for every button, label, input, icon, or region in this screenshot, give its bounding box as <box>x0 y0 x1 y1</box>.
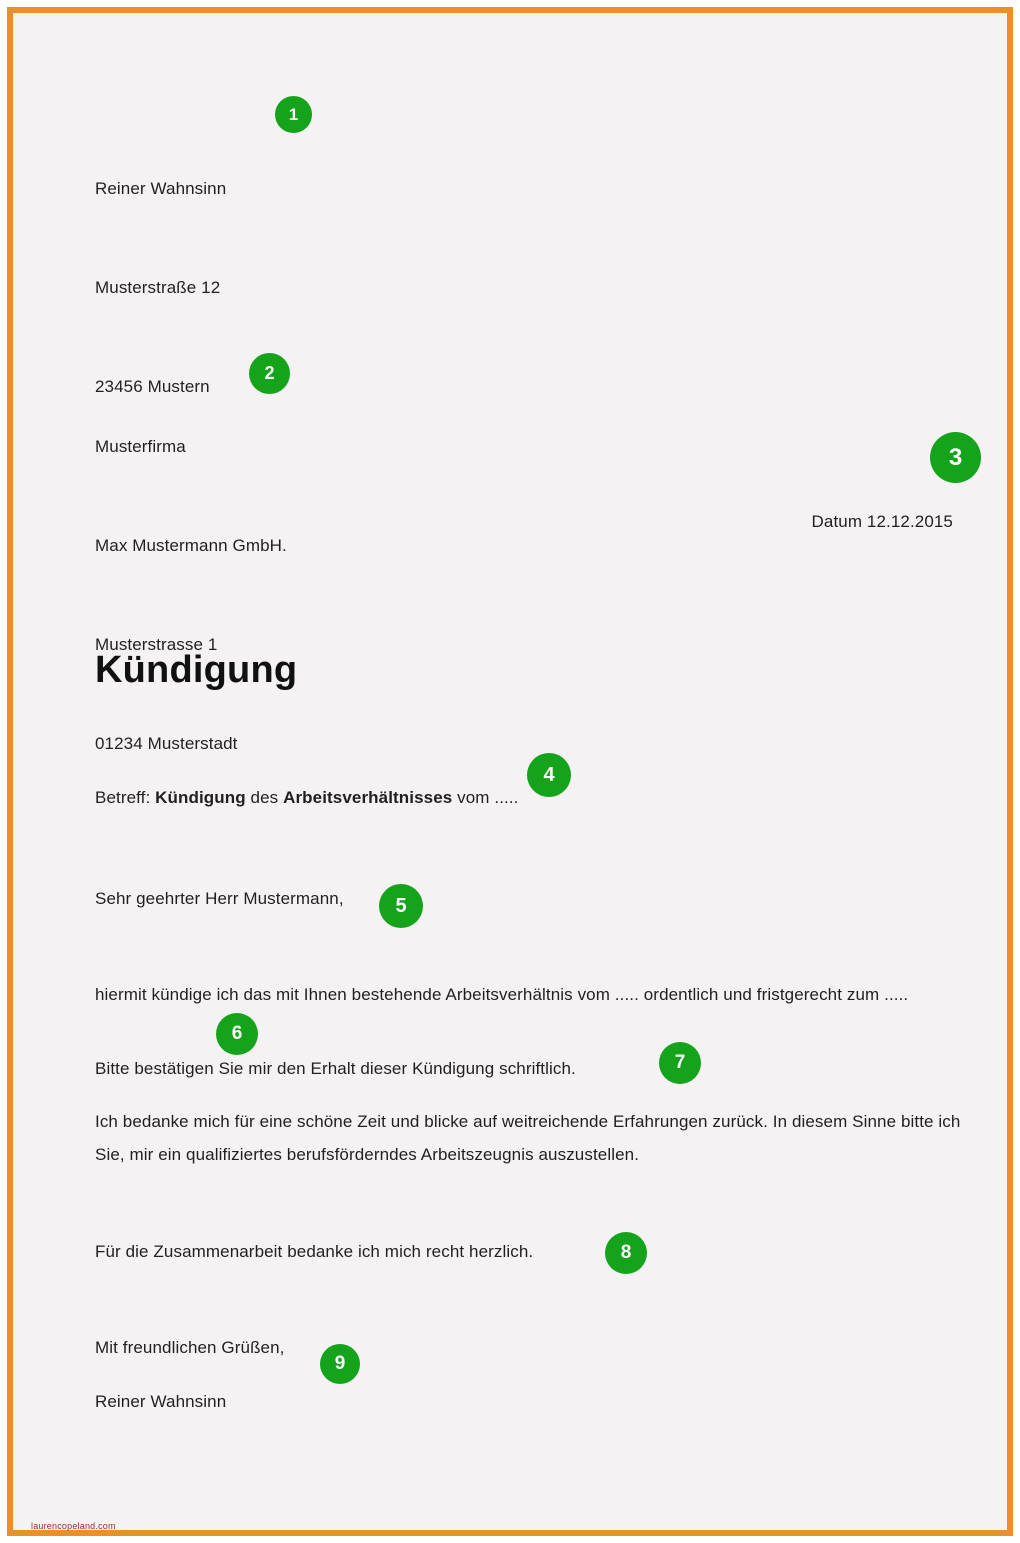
body-paragraph-1: hiermit kündige ich das mit Ihnen bestehende Arbeitsverhältnis vom ..... ordentlich und fristgerecht zum ..... <box>95 985 909 1004</box>
subject-line <box>95 781 519 814</box>
sender-street: Musterstraße 12 <box>95 278 221 297</box>
page-title: Kündigung <box>95 649 298 691</box>
document-page-frame <box>7 7 1013 1536</box>
watermark: laurencopeland.com <box>31 1521 116 1531</box>
closing-signature: Reiner Wahnsinn <box>95 1392 227 1411</box>
subject-prefix: Betreff: <box>95 788 156 807</box>
step-badge-5: 5 <box>379 884 423 928</box>
body-paragraph-2: Bitte bestätigen Sie mir den Erhalt dieser Kündigung schriftlich. <box>95 1059 576 1078</box>
document-sheet <box>13 13 1007 1530</box>
subject-bold-arbeitsverhaeltnisses: Arbeitsverhältnisses <box>283 788 453 807</box>
body-paragraph-3: Ich bedanke mich für eine schöne Zeit und blicke auf weitreichende Erfahrungen zurück. In diesem Sinne bitte ich Sie, mir ein qualifiziertes berufsförderndes Arbeitszeugnis auszustellen. <box>95 1112 961 1164</box>
subject-suffix: vom ..... <box>452 788 519 807</box>
closing-greeting: Mit freundlichen Grüßen, <box>95 1338 285 1357</box>
step-badge-2: 2 <box>249 353 290 394</box>
step-badge-7: 7 <box>659 1042 701 1084</box>
step-badge-3: 3 <box>930 432 981 483</box>
salutation-line: Sehr geehrter Herr Mustermann, <box>95 889 344 908</box>
body-paragraph-4: Für die Zusammenarbeit bedanke ich mich recht herzlich. <box>95 1242 534 1261</box>
recipient-street: Musterstrasse 1 <box>95 635 218 654</box>
step-badge-8: 8 <box>605 1232 647 1274</box>
recipient-city: 01234 Musterstadt <box>95 734 238 753</box>
recipient-company-name: Max Mustermann GmbH. <box>95 536 287 555</box>
sender-name: Reiner Wahnsinn <box>95 179 227 198</box>
step-badge-9: 9 <box>320 1344 360 1384</box>
date-line: Datum 12.12.2015 <box>811 512 953 531</box>
subject-bold-kuendigung: Kündigung <box>155 788 246 807</box>
recipient-address-block <box>95 364 287 826</box>
step-badge-4: 4 <box>527 753 571 797</box>
recipient-company-label: Musterfirma <box>95 437 186 456</box>
sender-city: 23456 Mustern <box>95 377 210 396</box>
subject-middle: des <box>245 788 284 807</box>
step-badge-6: 6 <box>216 1013 258 1055</box>
step-badge-1: 1 <box>275 96 312 133</box>
